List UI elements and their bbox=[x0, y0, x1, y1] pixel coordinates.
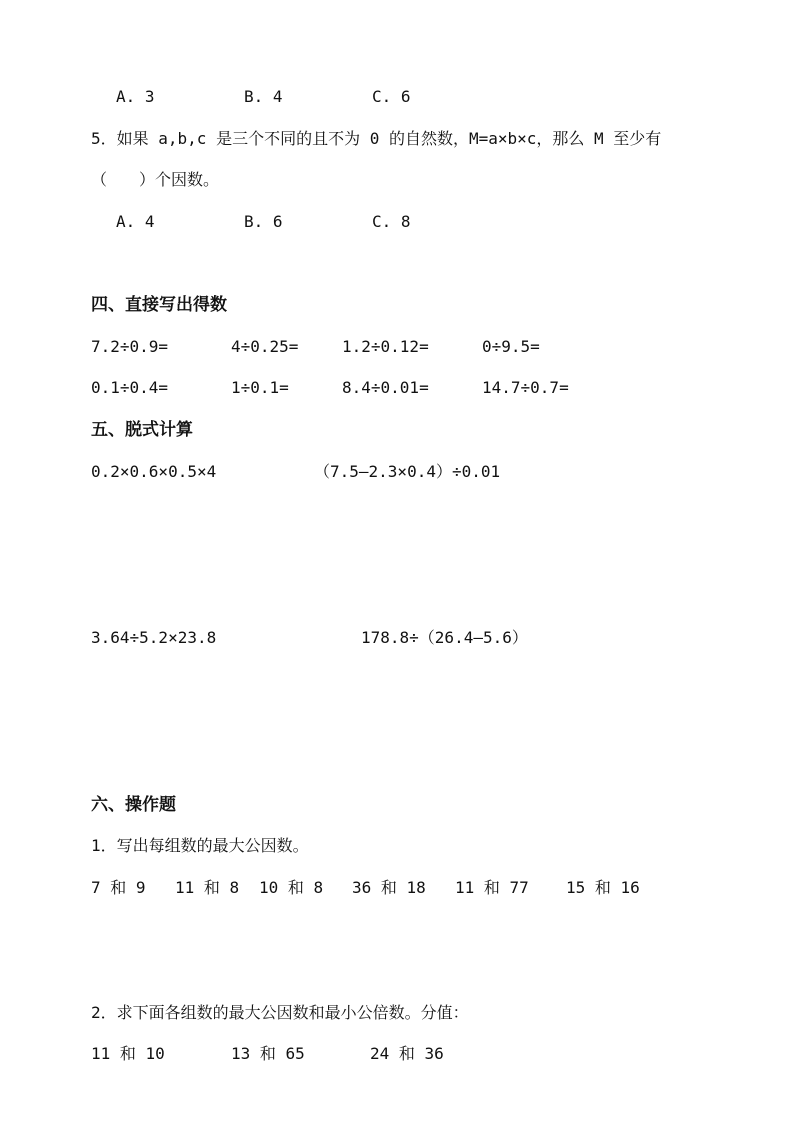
section6-q1-text: 1．写出每组数的最大公因数。 bbox=[91, 836, 309, 855]
gcd-lcm-pair-1: 11 和 10 bbox=[91, 1044, 165, 1063]
gcd-pair-6: 15 和 16 bbox=[566, 878, 640, 897]
oral-calc-6: 1÷0.1= bbox=[231, 378, 289, 397]
section5-title: 五、脱式计算 bbox=[91, 420, 193, 440]
q5-option-c: C. 8 bbox=[372, 212, 411, 231]
gcd-pair-3: 10 和 8 bbox=[259, 878, 324, 897]
q5-text-continued: （ ）个因数。 bbox=[91, 170, 220, 189]
gcd-pair-2: 11 和 8 bbox=[175, 878, 240, 897]
step-calc-3: 3.64÷5.2×23.8 bbox=[91, 628, 217, 647]
section6-title: 六、操作题 bbox=[91, 795, 176, 815]
gcd-lcm-pair-2: 13 和 65 bbox=[231, 1044, 305, 1063]
q5-text: 5．如果 a,b,c 是三个不同的且不为 0 的自然数，M=a×b×c，那么 M 至少有 bbox=[91, 129, 662, 148]
gcd-pair-4: 36 和 18 bbox=[352, 878, 426, 897]
step-calc-2: （7.5—2.3×0.4）÷0.01 bbox=[314, 462, 501, 481]
section6-q2-text: 2．求下面各组数的最大公因数和最小公倍数。分值： bbox=[91, 1003, 469, 1022]
oral-calc-4: 0÷9.5= bbox=[482, 337, 540, 356]
q4-option-b: B. 4 bbox=[244, 87, 283, 106]
q5-option-b: B. 6 bbox=[244, 212, 283, 231]
q4-option-c: C. 6 bbox=[372, 87, 411, 106]
gcd-pair-5: 11 和 77 bbox=[455, 878, 529, 897]
oral-calc-1: 7.2÷0.9= bbox=[91, 337, 169, 356]
step-calc-4: 178.8÷（26.4—5.6） bbox=[361, 628, 528, 647]
gcd-lcm-pair-3: 24 和 36 bbox=[370, 1044, 444, 1063]
section4-title: 四、直接写出得数 bbox=[91, 295, 227, 315]
oral-calc-2: 4÷0.25= bbox=[231, 337, 299, 356]
q4-option-a: A. 3 bbox=[116, 87, 155, 106]
q5-option-a: A. 4 bbox=[116, 212, 155, 231]
oral-calc-3: 1.2÷0.12= bbox=[342, 337, 429, 356]
oral-calc-8: 14.7÷0.7= bbox=[482, 378, 569, 397]
oral-calc-5: 0.1÷0.4= bbox=[91, 378, 169, 397]
oral-calc-7: 8.4÷0.01= bbox=[342, 378, 429, 397]
gcd-pair-1: 7 和 9 bbox=[91, 878, 146, 897]
step-calc-1: 0.2×0.6×0.5×4 bbox=[91, 462, 217, 481]
